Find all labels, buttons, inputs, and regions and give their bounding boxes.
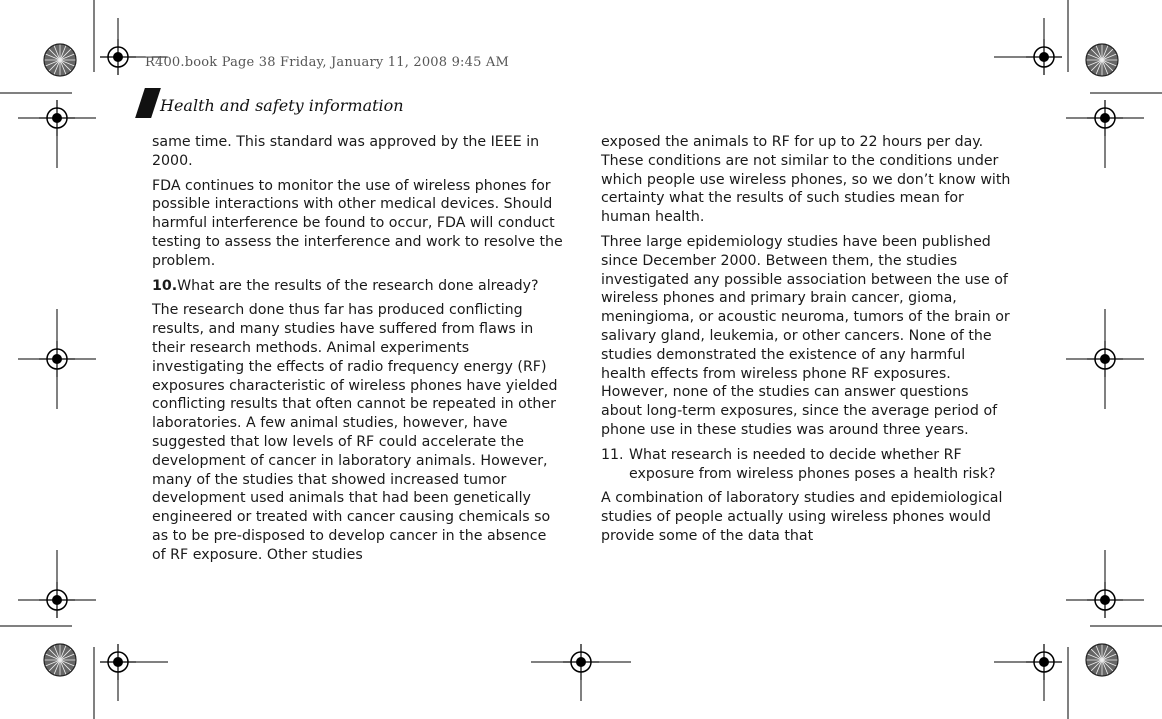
- paragraph: A combination of laboratory studies and epidemiological studies of people actually using wireless phones would provide some of the data that: [601, 490, 1003, 544]
- question-11: [601, 446, 1013, 484]
- question-10: [152, 277, 564, 296]
- paragraph: The research done thus far has produced conflicting results, and many studies have suffered from flaws in their research methods. Animal experiments investigating the effects of radio frequency energy (RF) exposures characteristic of wireless phones have yielded conflicting results that often cannot be repeated in other laboratories. A few animal studies, however, have suggested that low levels of RF could accelerate the development of cancer in laboratory animals. However, many of the studies that showed increased tumor development used animals that had been genetically engineered or treated with cancer causing chemicals so as to be pre-disposed to develop cancer in the absence of RF exposure. Other studies: [152, 302, 558, 563]
- question-number: 10.: [152, 277, 178, 294]
- section-header: Health and safety information: [160, 96, 404, 115]
- print-slug: R400.book Page 38 Friday, January 11, 2008 9:45 AM: [145, 55, 509, 70]
- question-text: What research is needed to decide whether RF exposure from wireless phones poses a health risk?: [629, 446, 996, 482]
- right-column: [601, 133, 1013, 552]
- paragraph: Three large epidemiology studies have been published since December 2000. Between them, the studies investigated any possible association between the use of wireless phones and primary brain cancer, gioma, meningioma, or acoustic neuroma, tumors of the brain or salivary gland, leukemia, or other cancers. None of the studies demonstrated the existence of any harmful health effects from wireless phone RF exposures. However, none of the studies can answer questions about long-term exposures, since the average period of phone use in these studies was around three years.: [601, 233, 1010, 438]
- paragraph: exposed the animals to RF for up to 22 hours per day. These conditions are not similar to the conditions under which people use wireless phones, so we don’t know with certainty what the results of such studies mean for human health.: [601, 134, 1011, 226]
- paragraph: FDA continues to monitor the use of wireless phones for possible interactions with other medical devices. Should harmful interference be found to occur, FDA will conduct testing to assess the interference and work to resolve the problem.: [152, 177, 563, 269]
- question-number: 11.: [601, 446, 624, 463]
- paragraph: same time. This standard was approved by the IEEE in 2000.: [152, 134, 540, 169]
- left-column: [152, 133, 564, 571]
- question-text: What are the results of the research done already?: [177, 277, 539, 294]
